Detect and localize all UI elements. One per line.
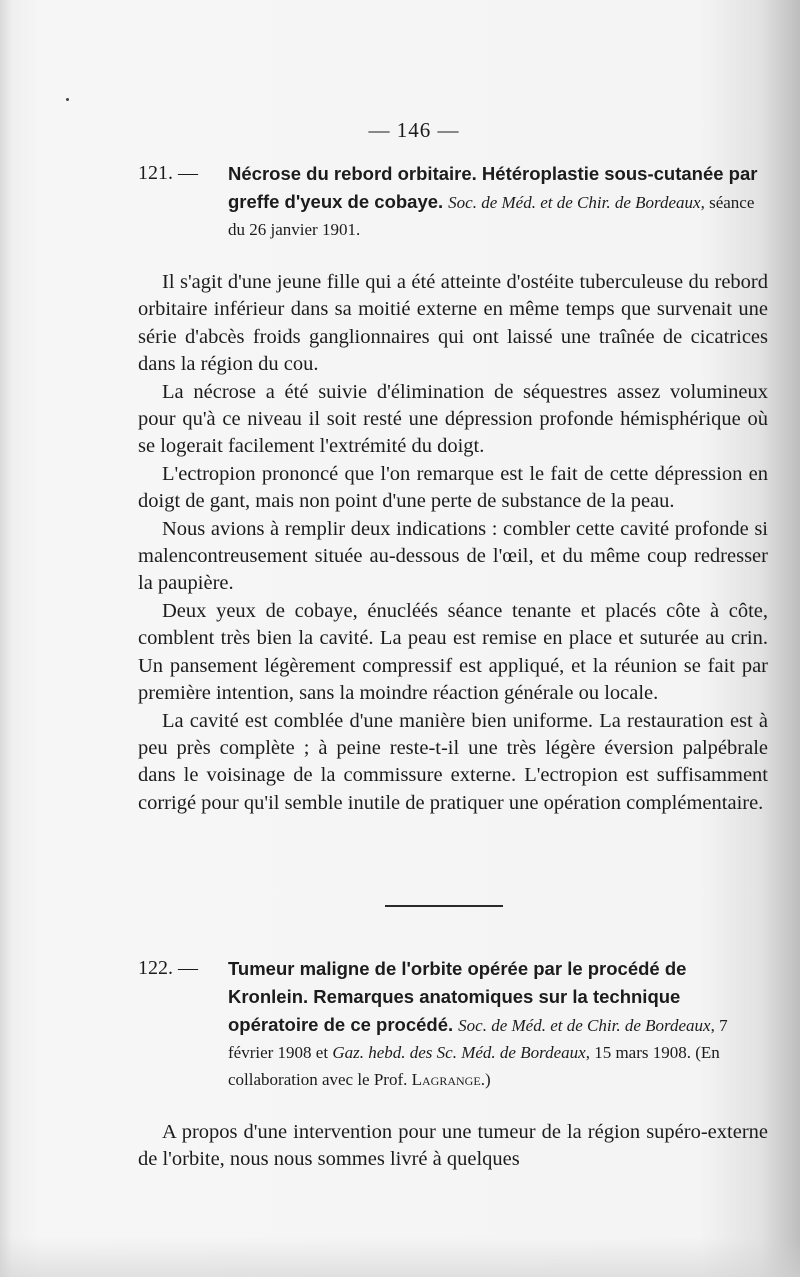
reference-details: , séance du 26 janvier 1901. [228, 193, 755, 239]
reference-journal-2: Gaz. hebd. des Sc. Méd. de Bordeaux [332, 1043, 586, 1062]
paragraph: Il s'agit d'une jeune fille qui a été atteinte d'ostéite tuberculeuse du rebord orbitaire inférieur dans sa moitié externe en même temps que survenait une série d'abcès froids ganglionnaires qui ont laissé une traînée de cicatrices dans la région du cou. [138, 271, 768, 376]
section-divider [385, 905, 503, 907]
paragraph: L'ectropion prononcé que l'on remarque est le fait de cette dépression en doigt de gant, mais non point d'une perte de substance de la peau. [138, 462, 768, 513]
ink-speck [66, 98, 69, 101]
entry-number-text: 122. [138, 957, 173, 979]
reference-journal: Soc. de Méd. et de Chir. de Bordeaux [448, 193, 701, 212]
entry-title-block [138, 160, 768, 243]
page-number: — 146 — [368, 118, 460, 142]
collaborator-name: Lagrange [411, 1070, 481, 1089]
entry-number [138, 160, 198, 187]
entry-dash: — [173, 957, 198, 979]
paragraph: La cavité est comblée d'une manière bien uniforme. La restauration est à peu près complète ; à peine reste-t-il une très légère éversion palpébrale dans le voisinage de la commissure externe. L'ectropion est suffisamment corrigé pour qu'il semble inutile de pratiquer une opération complémentaire. [138, 709, 768, 814]
entry-number-text: 121. [138, 162, 173, 184]
entry-122 [138, 955, 768, 1174]
entry-number [138, 955, 198, 982]
entry-heading [138, 160, 768, 243]
paragraph: Nous avions à remplir deux indications : combler cette cavité profonde si malencontreusement située au-dessous de l'œil, et du même coup redresser la paupière. [138, 517, 768, 595]
reference-details: , 7 février 1908 et [228, 1016, 728, 1062]
paragraph: La nécrose a été suivie d'élimination de séquestres assez volumineux pour qu'à ce niveau il soit resté une dépression profonde hémisphérique où se logerait facilement l'extrémité du doigt. [138, 380, 768, 458]
entry-dash: — [173, 162, 198, 184]
entry-title: Tumeur maligne de l'orbite opérée par le procédé de Kronlein. Remarques anatomiques sur la technique opératoire de ce procédé. [228, 958, 687, 1035]
reference-journal: Soc. de Méd. et de Chir. de Bordeaux [458, 1016, 711, 1035]
paragraph: Deux yeux de cobaye, énucléés séance tenante et placés côte à côte, comblent très bien la cavité. La peau est remise en place et suturée au crin. Un pansement légèrement compressif est appliqué, et la réunion se fait par première intention, sans la moindre réaction générale ou locale. [138, 599, 768, 705]
entry-title-block [138, 955, 768, 1093]
entry-title: Nécrose du rebord orbitaire. Hétéroplastie sous-cutanée par greffe d'yeux de cobaye. [228, 163, 758, 212]
reference-details-2: , 15 mars 1908. (En collaboration avec le Prof. [228, 1043, 720, 1089]
entry-heading [138, 955, 768, 1093]
page-shadow [0, 1237, 800, 1277]
reference-end: .) [480, 1070, 491, 1089]
paragraph: A propos d'une intervention pour une tumeur de la région supéro-externe de l'orbite, nous nous sommes livré à quelques [138, 1121, 768, 1171]
entry-121 [138, 160, 768, 817]
